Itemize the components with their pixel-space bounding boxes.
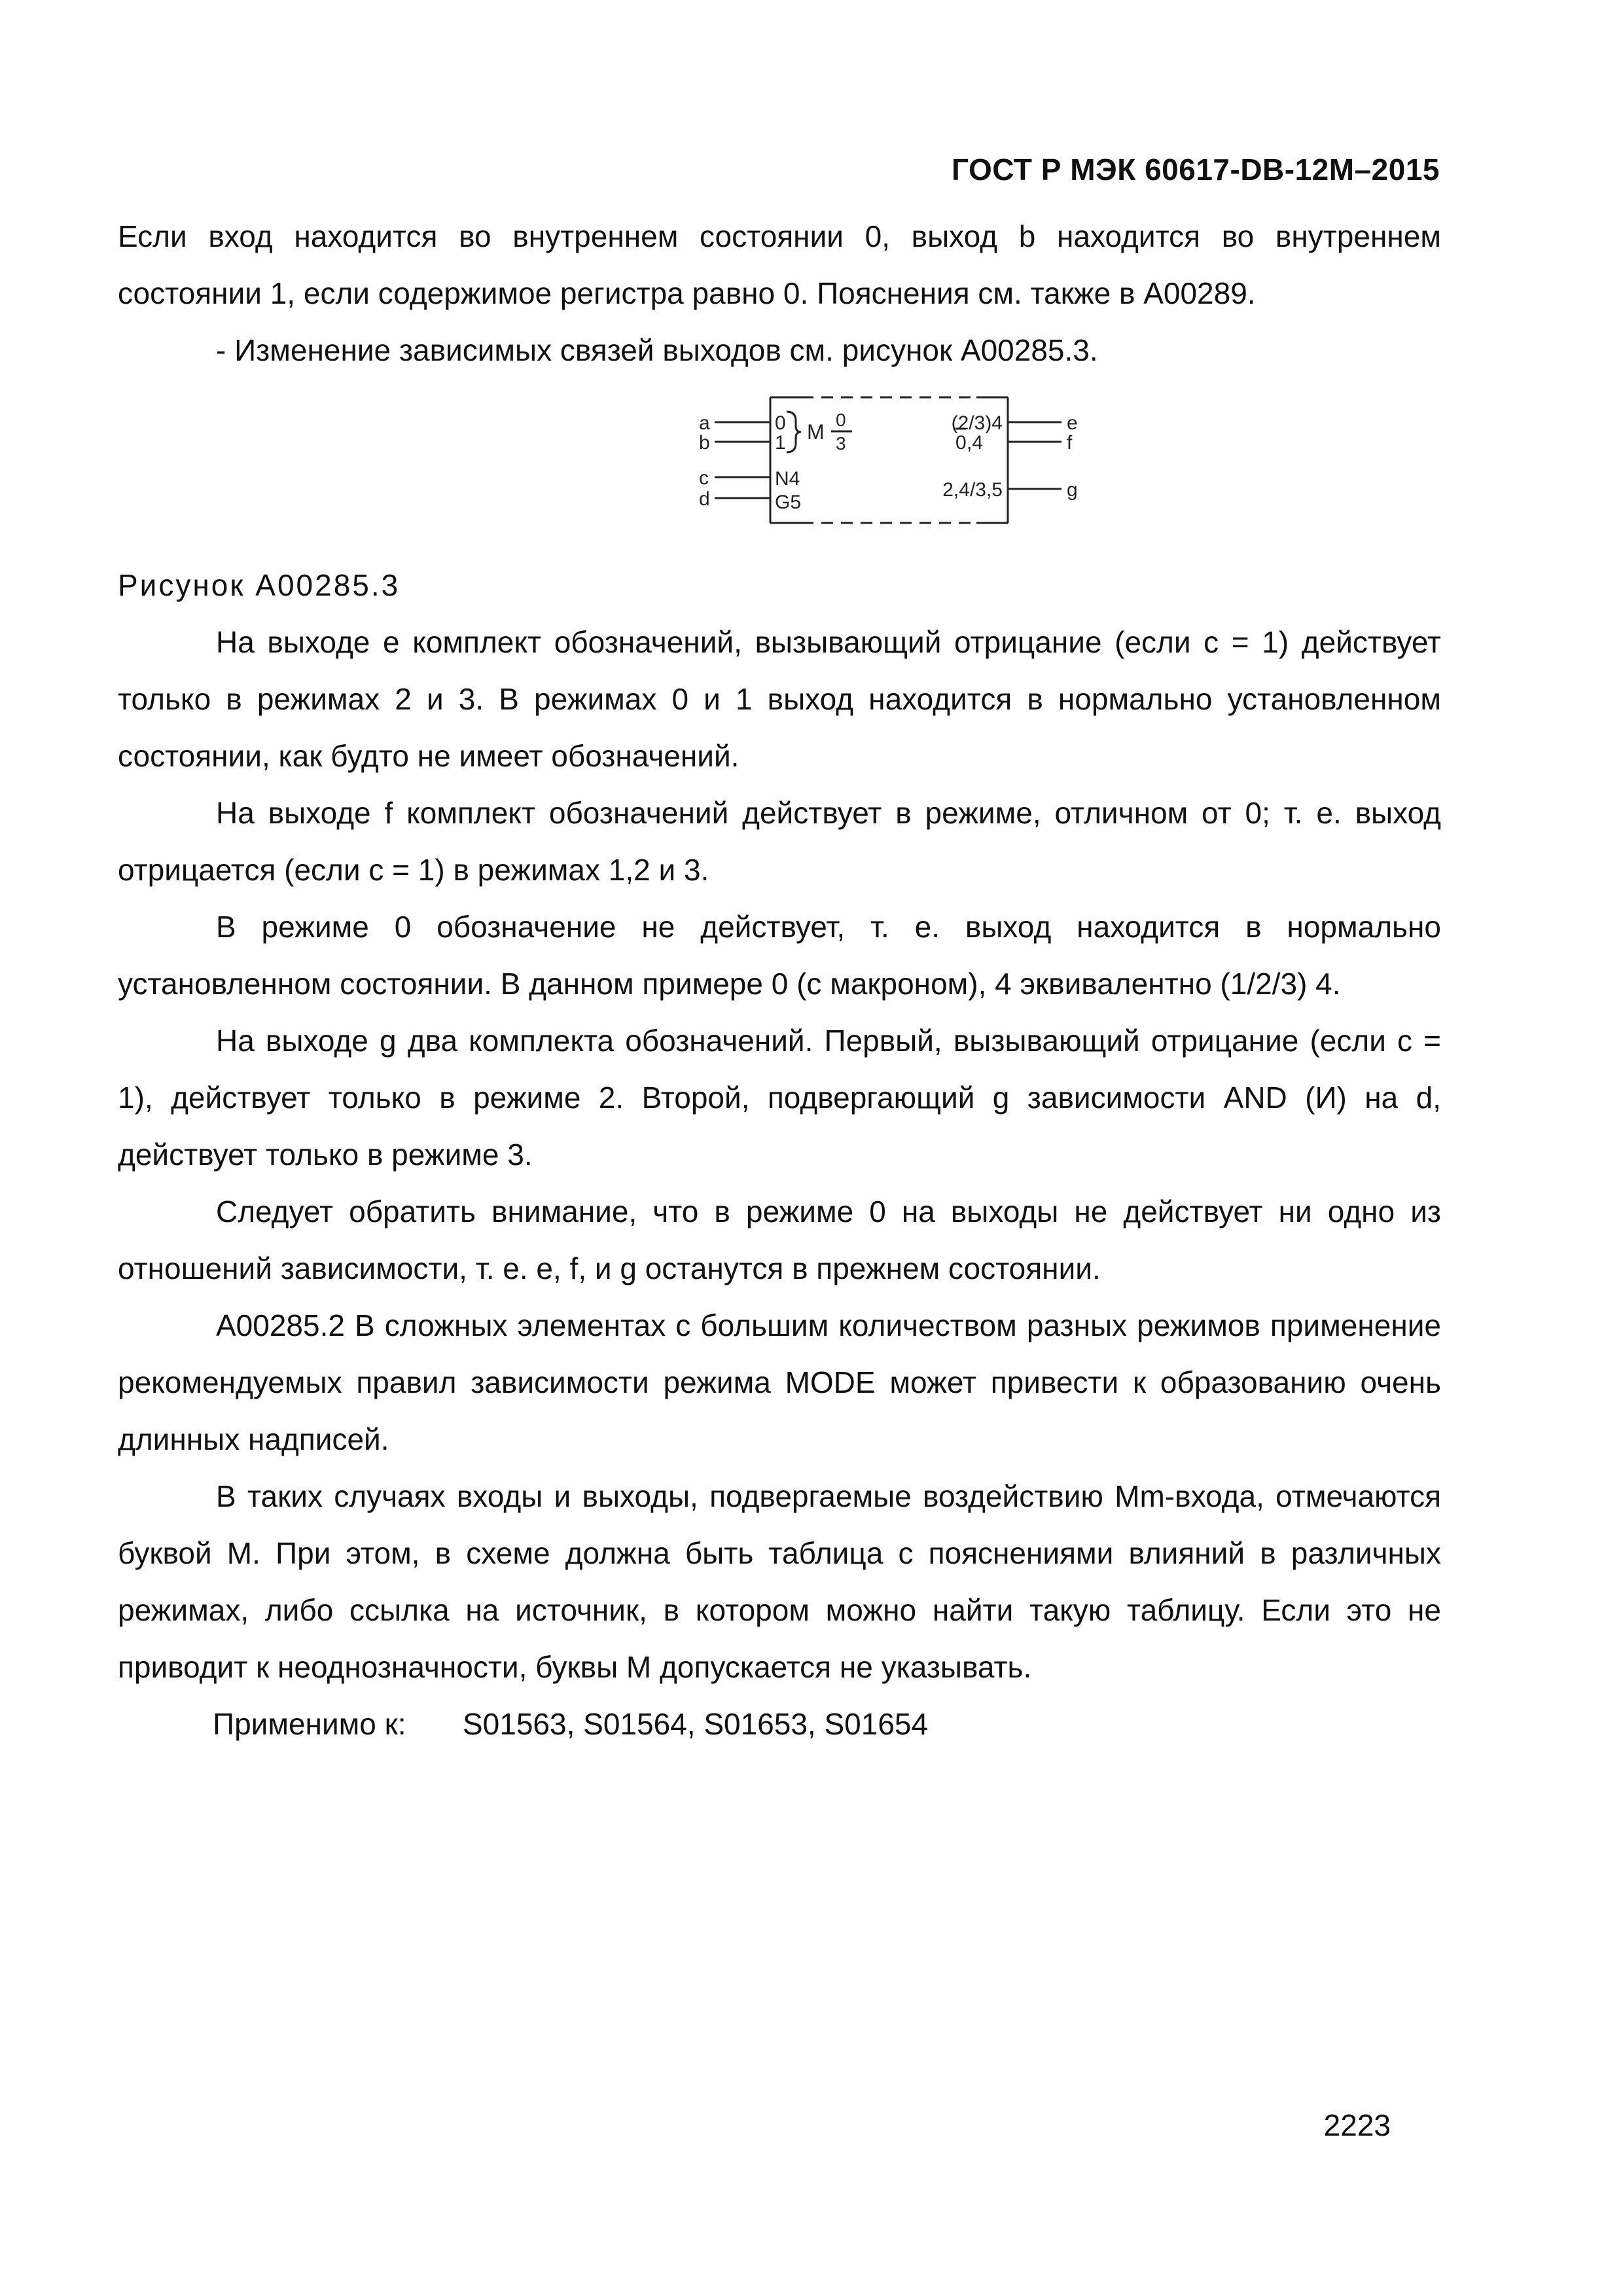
document-body: [118, 208, 1441, 1753]
inner-label-g5: G5: [775, 492, 802, 513]
mode-label-bottom: 3: [836, 433, 846, 454]
inner-label-0: 0: [775, 412, 786, 434]
figure-caption: Рисунок А00285.3: [118, 568, 401, 602]
document-header: ГОСТ Р МЭК 60617-DB-12M–2015: [952, 152, 1440, 187]
figure-a00285-3: [118, 379, 1441, 557]
paragraph-7: Следует обратить внимание, что в режиме 0 на выходы не действует ни одно из отношений зависимости, т. е. e, f, и g останутся в прежнем состоянии.: [118, 1194, 1441, 1285]
applies-to-row: [118, 1696, 1441, 1753]
paragraph-4: На выходе f комплект обозначений действует в режиме, отличном от 0; т. е. выход отрицается (если c = 1) в режимах 1,2 и 3.: [118, 796, 1441, 887]
output-label-f: f: [1067, 432, 1073, 454]
mode-brace: [787, 412, 801, 452]
paragraph-6: На выходе g два комплекта обозначений. Первый, вызывающий отрицание (если c = 1), действует только в режиме 2. Второй, подвергающий g зависимости AND (И) на d, действует только в режиме 3.: [118, 1024, 1441, 1172]
logic-symbol-diagram: [569, 379, 1093, 557]
paragraph-9: В таких случаях входы и выходы, подвергаемые воздействию Mm-входа, отмечаются буквой M. При этом, в схеме должна быть таблица с пояснениями влияний в различных режимах, либо ссылка на источник, в котором можно найти такую таблицу. Если это не приводит к неоднозначности, буквы M допускается не указывать.: [118, 1479, 1441, 1684]
inner-label-n4: N4: [775, 468, 800, 490]
page-number: 2223: [1323, 2108, 1391, 2142]
input-label-c: c: [699, 467, 709, 489]
input-label-d: d: [699, 488, 710, 510]
paragraph-5: В режиме 0 обозначение не действует, т. е. выход находится в нормально установленном состоянии. В данном примере 0 (с макроном), 4 эквивалентно (1/2/3) 4.: [118, 910, 1441, 1001]
applies-to-items: S01563, S01564, S01653, S01654: [463, 1707, 929, 1741]
output-qualifier-f-rest: ,4: [967, 432, 984, 454]
output-qualifier-g: 2,4/3,5: [942, 479, 1003, 501]
paragraph-1: Если вход находится во внутреннем состоянии 0, выход b находится во внутреннем состоянии 1, если содержимое регистра равно 0. Пояснения см. также в А00289.: [118, 219, 1441, 310]
output-qualifier-e: (2/3)4: [951, 412, 1003, 434]
paragraph-3: На выходе e комплект обозначений, вызывающий отрицание (если c = 1) действует только в режимах 2 и 3. В режимах 0 и 1 выход находится в нормально установленном состоянии, как будто не имеет обозначений.: [118, 625, 1441, 773]
applies-to-label: Применимо к:: [213, 1707, 406, 1741]
mode-label-top: 0: [836, 410, 846, 430]
input-label-b: b: [699, 432, 710, 454]
paragraph-8: А00285.2 В сложных элементах с большим количеством разных режимов применение рекомендуемых правил зависимости режима MODE может привести к образованию очень длинных надписей.: [118, 1308, 1441, 1456]
output-qualifier-f-zero: 0: [955, 432, 967, 454]
paragraph-2: - Изменение зависимых связей выходов см. рисунок А00285.3.: [216, 333, 1098, 367]
output-label-e: e: [1067, 412, 1078, 434]
inner-label-1: 1: [775, 432, 786, 454]
input-label-a: a: [699, 412, 710, 434]
mode-label-m: M: [807, 420, 825, 444]
output-label-g: g: [1067, 479, 1078, 501]
